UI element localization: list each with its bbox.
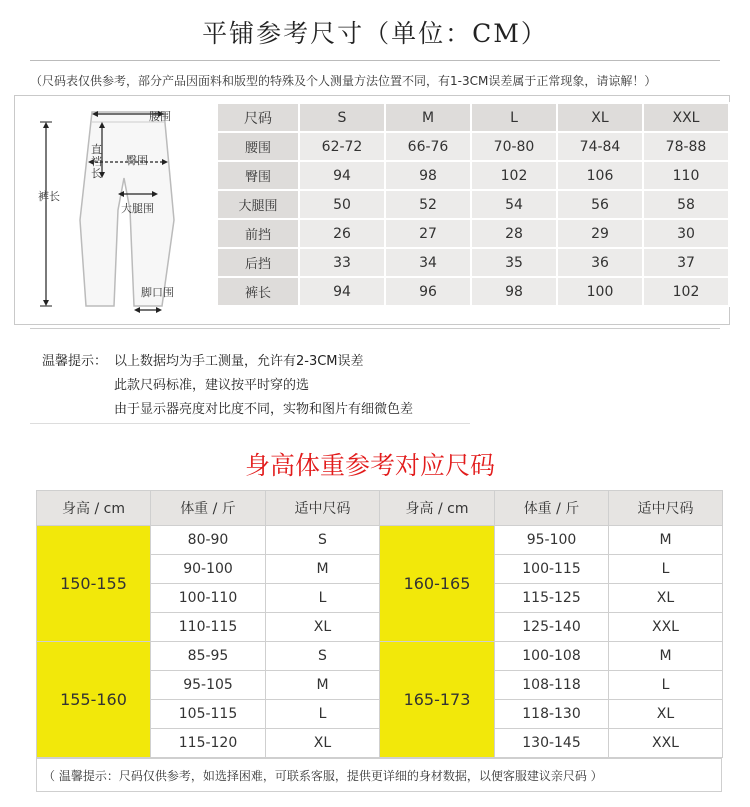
height-weight-table (36, 490, 723, 758)
table-cell: 74-84 (557, 132, 643, 161)
size-corner: 尺码 (217, 103, 299, 132)
col-header: 身高 / cm (37, 491, 151, 526)
row-header: 后挡 (217, 248, 299, 277)
table-row (217, 248, 729, 277)
row-header: 前挡 (217, 219, 299, 248)
hw-header-row (37, 491, 723, 526)
table-cell: 52 (385, 190, 471, 219)
height-range-cell: 160-165 (380, 526, 495, 642)
table-cell: 27 (385, 219, 471, 248)
size-cell: XXL (609, 729, 723, 758)
table-cell: 36 (557, 248, 643, 277)
col-header: 适中尺码 (609, 491, 723, 526)
weight-cell: 100-108 (495, 642, 609, 671)
size-col-header: S (299, 103, 385, 132)
size-cell: L (266, 700, 380, 729)
row-header: 大腿围 (217, 190, 299, 219)
table-cell: 37 (643, 248, 729, 277)
table-cell: 98 (471, 277, 557, 306)
tip-line: 以上数据均为手工测量，允许有2-3CM误差 (114, 354, 364, 369)
weight-cell: 110-115 (151, 613, 266, 642)
size-cell: XL (266, 729, 380, 758)
table-cell: 100 (557, 277, 643, 306)
table-cell: 28 (471, 219, 557, 248)
size-col-header: L (471, 103, 557, 132)
size-cell: L (609, 555, 723, 584)
row-header: 裤长 (217, 277, 299, 306)
size-col-header: XXL (643, 103, 729, 132)
table-cell: 102 (471, 161, 557, 190)
table-cell: 29 (557, 219, 643, 248)
table-cell: 34 (385, 248, 471, 277)
page-title: 平铺参考尺寸（单位：CM） (202, 19, 548, 48)
divider (30, 60, 720, 61)
tip-line: 此款尺码标准，建议按平时穿的选 (114, 378, 310, 393)
table-cell: 30 (643, 219, 729, 248)
weight-cell: 80-90 (151, 526, 266, 555)
table-cell: 58 (643, 190, 729, 219)
size-cell: M (266, 555, 380, 584)
table-cell: 56 (557, 190, 643, 219)
table-cell: 70-80 (471, 132, 557, 161)
size-disclaimer: （尺码表仅供参考，部分产品因面料和版型的特殊及个人测量方法位置不同，有1-3CM误差属于正常现象，请谅解！） (30, 74, 657, 88)
tip-line: 由于显示器亮度对比度不同，实物和图片有细微色差 (114, 402, 414, 417)
weight-cell: 90-100 (151, 555, 266, 584)
hem-label: 脚口围 (141, 286, 174, 299)
table-row (37, 642, 723, 671)
table-cell: 96 (385, 277, 471, 306)
table-row (37, 526, 723, 555)
size-col-header: M (385, 103, 471, 132)
weight-cell: 130-145 (495, 729, 609, 758)
thigh-label: 大腿围 (121, 202, 154, 215)
table-cell: 94 (299, 161, 385, 190)
divider (30, 328, 720, 329)
length-label: 裤长 (38, 190, 60, 203)
weight-cell: 95-105 (151, 671, 266, 700)
table-row (217, 277, 729, 306)
hip-label: 臀围 (126, 154, 148, 167)
row-header: 臀围 (217, 161, 299, 190)
table-cell: 94 (299, 277, 385, 306)
weight-cell: 105-115 (151, 700, 266, 729)
row-header: 腰围 (217, 132, 299, 161)
weight-cell: 100-115 (495, 555, 609, 584)
section-title: 身高体重参考对应尺码 (244, 451, 495, 480)
weight-cell: 118-130 (495, 700, 609, 729)
size-cell: L (609, 671, 723, 700)
size-table (216, 102, 730, 307)
size-cell: XL (609, 584, 723, 613)
col-header: 身高 / cm (380, 491, 495, 526)
height-range-cell: 155-160 (37, 642, 151, 758)
size-col-header: XL (557, 103, 643, 132)
weight-cell: 115-120 (151, 729, 266, 758)
size-cell: S (266, 526, 380, 555)
col-header: 体重 / 斤 (151, 491, 266, 526)
size-cell: M (266, 671, 380, 700)
table-cell: 50 (299, 190, 385, 219)
size-header-row (217, 103, 729, 132)
height-range-cell: 150-155 (37, 526, 151, 642)
table-cell: 35 (471, 248, 557, 277)
table-row (217, 132, 729, 161)
table-cell: 102 (643, 277, 729, 306)
table-cell: 26 (299, 219, 385, 248)
table-cell: 54 (471, 190, 557, 219)
weight-cell: 85-95 (151, 642, 266, 671)
rise-label: 直裆长 (91, 143, 102, 180)
size-cell: S (266, 642, 380, 671)
bottom-tip: （ 温馨提示：尺码仅供参考，如选择困难，可联系客服，提供更详细的身材数据，以便客服建议亲尺码 ） (36, 758, 722, 792)
table-cell: 33 (299, 248, 385, 277)
size-cell: M (609, 526, 723, 555)
weight-cell: 125-140 (495, 613, 609, 642)
size-cell: XXL (609, 613, 723, 642)
table-cell: 66-76 (385, 132, 471, 161)
size-cell: M (609, 642, 723, 671)
table-row (217, 190, 729, 219)
col-header: 体重 / 斤 (495, 491, 609, 526)
table-cell: 110 (643, 161, 729, 190)
height-range-cell: 165-173 (380, 642, 495, 758)
table-row (217, 161, 729, 190)
table-cell: 78-88 (643, 132, 729, 161)
table-cell: 62-72 (299, 132, 385, 161)
divider (30, 423, 470, 424)
size-cell: XL (609, 700, 723, 729)
table-row (217, 219, 729, 248)
size-cell: L (266, 584, 380, 613)
weight-cell: 115-125 (495, 584, 609, 613)
weight-cell: 95-100 (495, 526, 609, 555)
waist-label: 腰围 (149, 110, 171, 123)
col-header: 适中尺码 (266, 491, 380, 526)
table-cell: 106 (557, 161, 643, 190)
size-cell: XL (266, 613, 380, 642)
tips-label: 温馨提示： (42, 354, 108, 369)
weight-cell: 100-110 (151, 584, 266, 613)
weight-cell: 108-118 (495, 671, 609, 700)
table-cell: 98 (385, 161, 471, 190)
